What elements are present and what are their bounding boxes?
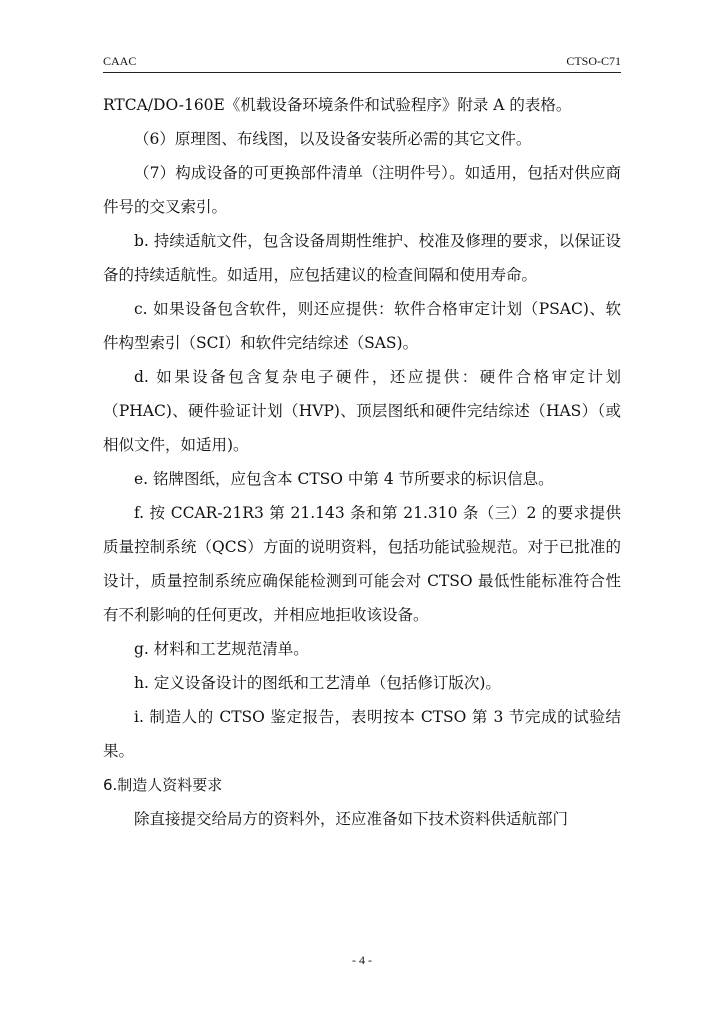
paragraph-continuation: RTCA/DO-160E《机载设备环境条件和试验程序》附录 A 的表格。	[103, 96, 572, 114]
paragraph-item-6: （6）原理图、布线图，以及设备安装所必需的其它文件。	[134, 130, 532, 148]
paragraph-item-b: b. 持续适航文件，包含设备周期性维护、校准及修理的要求，以保证设备的持续适航性。如适用，应包括建议的检查间隔和使用寿命。	[103, 232, 621, 284]
page-number: - 4 -	[352, 953, 372, 967]
paragraph-item-e: e. 铭牌图纸，应包含本 CTSO 中第 4 节所要求的标识信息。	[134, 470, 554, 488]
section-heading: 6.制造人资料要求	[103, 776, 223, 794]
paragraph-item-h: h. 定义设备设计的图纸和工艺清单（包括修订版次)。	[134, 674, 501, 692]
paragraph-item-i: i. 制造人的 CTSO 鉴定报告，表明按本 CTSO 第 3 节完成的试验结果。	[103, 708, 621, 760]
document-body	[103, 88, 621, 836]
paragraph-item-d: d. 如果设备包含复杂电子硬件，还应提供：硬件合格审定计划（PHAC)、硬件验证计划（HVP)、顶层图纸和硬件完结综述（HAS）（或相似文件，如适用)。	[103, 368, 621, 454]
paragraph-closing: 除直接提交给局方的资料外，还应准备如下技术资料供适航部门	[134, 810, 569, 828]
paragraph-item-f: f. 按 CCAR-21R3 第 21.143 条和第 21.310 条（三）2 的要求提供质量控制系统（QCS）方面的说明资料，包括功能试验规范。对于已批准的设计，质量控制系统应确保能检测到可能会对 CTSO 最低性能标准符合性有不利影响的任何更改，并相应地拒收该设备。	[103, 504, 621, 624]
paragraph-item-g: g. 材料和工艺规范清单。	[134, 640, 309, 658]
header-right-text: CTSO-C71	[566, 54, 621, 68]
page-header	[103, 52, 621, 73]
header-left-text: CAAC	[103, 54, 137, 68]
paragraph-item-7: （7）构成设备的可更换部件清单（注明件号）。如适用，包括对供应商件号的交叉索引。	[103, 164, 621, 216]
paragraph-item-c: c. 如果设备包含软件，则还应提供：软件合格审定计划（PSAC)、软件构型索引（SCI）和软件完结综述（SAS)。	[103, 300, 621, 352]
